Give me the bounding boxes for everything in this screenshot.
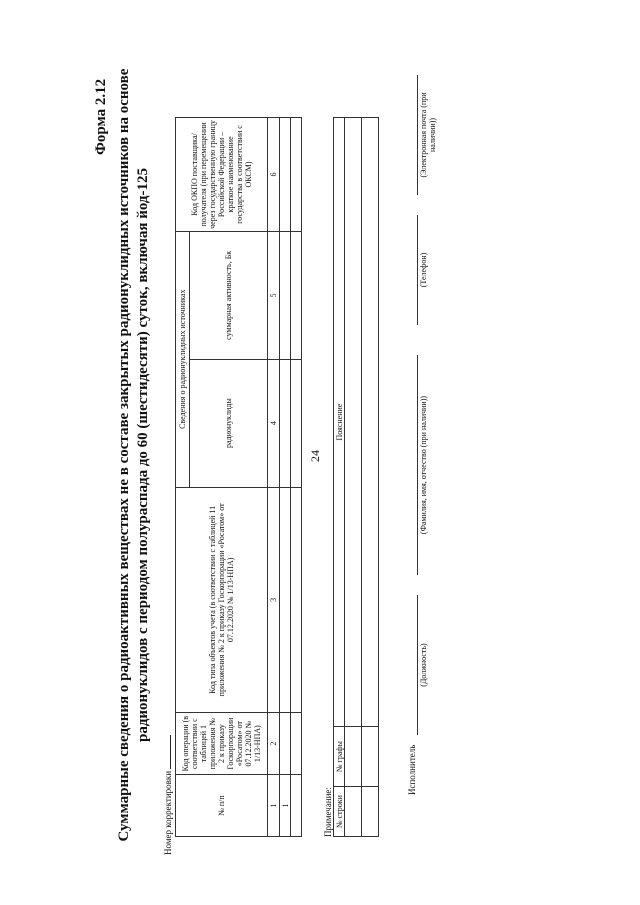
document-sheet (85, 55, 437, 855)
empty-cell (280, 118, 291, 232)
correction-number (163, 735, 173, 855)
index-cell: 4 (268, 359, 280, 487)
form-label: Форма 2.12 (93, 78, 109, 155)
name-caption: (Фамилия, имя, отчество (при наличии)) (419, 395, 428, 535)
empty-cell (280, 359, 291, 487)
name-line (417, 355, 418, 575)
page-number: 24 (308, 450, 322, 462)
notes-header-column: № графы (334, 727, 345, 787)
notes-label: Примечание: (323, 787, 333, 837)
header-sources-group: Сведения о радионуклидных источниках (176, 231, 190, 487)
header-object-type: Код типа объектов учета (в соответствии с таблицей 11 приложения № 2 к приказу Госкорпорации «Росатом» от 07.12.2020 № 1/13-НПА) (176, 487, 268, 713)
empty-cell (345, 727, 362, 787)
empty-cell (362, 118, 379, 727)
index-cell: 2 (268, 713, 280, 775)
empty-cell (291, 713, 302, 775)
position-caption: (Должность) (419, 643, 428, 687)
header-activity: суммарная активность, Бк (190, 231, 268, 359)
empty-cell (280, 487, 291, 713)
index-cell: 1 (268, 775, 280, 837)
header-num: № п/п (176, 775, 268, 837)
empty-cell (291, 231, 302, 359)
main-table (175, 117, 302, 837)
index-cell: 5 (268, 231, 280, 359)
header-operation: Код операции (в соответствии с таблицей 1 приложения № 2 к приказу Госкорпорации «Росатом» от 07.12.2020 № 1/13-НПА) (176, 713, 268, 775)
document-title: Суммарные сведения о радиоактивных веществах не в составе закрытых радионуклидных источников на основе радионуклидов с периодом полураспада до 60 (шестидесяти) суток, включая йод-125 (116, 68, 151, 842)
email-line (417, 75, 418, 195)
empty-cell (280, 713, 291, 775)
empty-cell (291, 775, 302, 837)
empty-cell (291, 359, 302, 487)
phone-line (417, 215, 418, 325)
empty-cell (291, 487, 302, 713)
empty-cell (362, 727, 379, 787)
notes-header-row: № строки (334, 787, 345, 837)
notes-header-explanation: Пояснение (334, 118, 345, 727)
empty-cell (345, 787, 362, 837)
executor-label: Исполнитель (407, 744, 417, 795)
phone-caption: (Телефон) (419, 252, 428, 288)
empty-cell (280, 231, 291, 359)
row-number: 1 (280, 775, 291, 837)
empty-cell (345, 118, 362, 727)
position-line (417, 595, 418, 735)
correction-label: Номер корректировки (163, 770, 173, 855)
header-okpo: Код ОКПО поставщика/ получателя (при перемещении через государственную границу Российской Федерации – краткое наименование государства в соответствии с ОКСМ) (176, 118, 268, 232)
index-cell: 3 (268, 487, 280, 713)
index-cell: 6 (268, 118, 280, 232)
empty-cell (362, 787, 379, 837)
notes-table (333, 117, 379, 837)
header-radionuclides: радионуклиды (190, 359, 268, 487)
email-caption: (Электронная почта (при наличии)) (419, 92, 437, 178)
correction-blank (170, 735, 171, 769)
empty-cell (291, 118, 302, 232)
